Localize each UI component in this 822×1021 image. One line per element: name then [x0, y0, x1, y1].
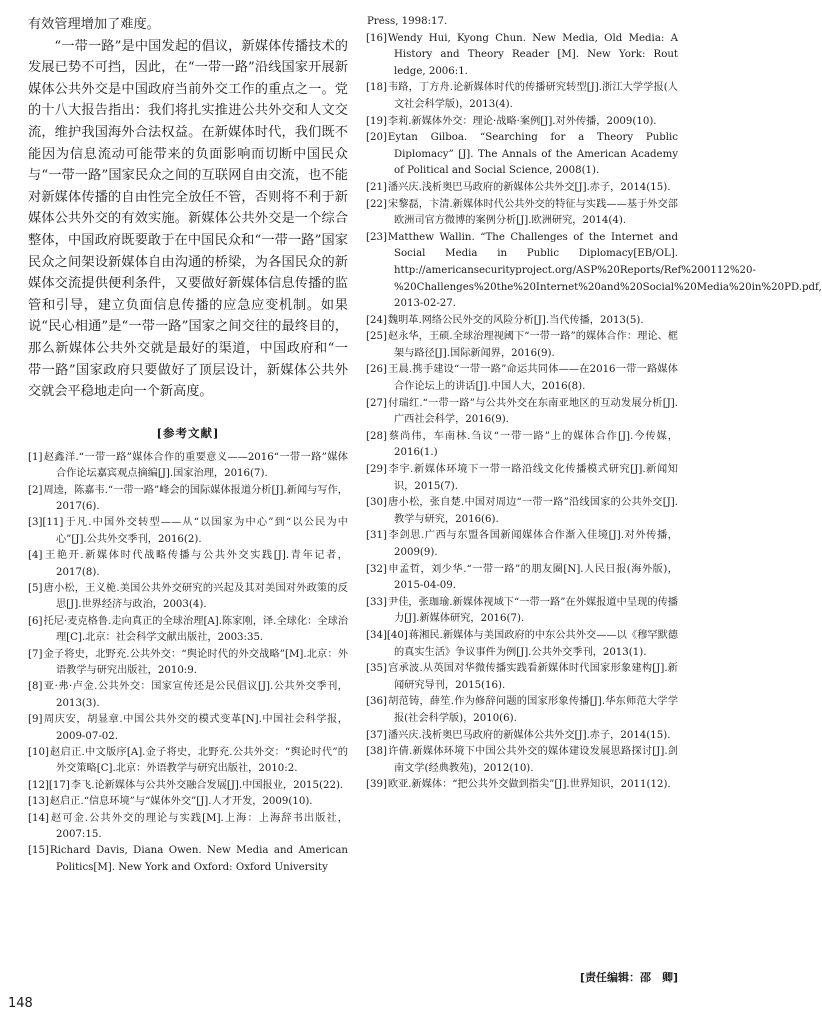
reference-item	[366, 31, 678, 81]
reference-text: 托尼·麦克格鲁.走向真正的全球治理[A].陈家刚，译.全球化：全球治理[C].北京：社会科学文献出版社，2003:35.	[43, 615, 348, 644]
reference-text: 周逵，陈嘉韦.“一带一路”峰会的国际媒体报道分析[J].新闻与写作，2017(6).	[43, 484, 348, 512]
page-number: 148	[8, 996, 33, 1011]
reference-text: Press, 1998:17.	[367, 16, 448, 27]
reference-number: [20]	[366, 132, 387, 144]
reference-number: [34][40]	[366, 629, 408, 641]
reference-item	[366, 114, 678, 131]
reference-text: 宫承波.从英国对华微传播实践看新媒体时代国家形象建构[J].新闻研究导刊，2015(16).	[387, 663, 678, 691]
reference-number: [6]	[28, 615, 43, 627]
reference-number: [28]	[366, 430, 387, 442]
reference-text: 蒋湘民.新媒体与美国政府的中东公共外交——以《穆罕默德的真实生活》争议事件为例[J].公共外交季刊，2013(1).	[394, 629, 678, 658]
reference-number: [9]	[28, 714, 43, 726]
reference-item	[366, 230, 822, 313]
reference-text: 唐小松，王义桅.美国公共外交研究的兴起及其对美国对外政策的反思[J].世界经济与政治，2003(4).	[43, 582, 348, 611]
reference-item	[28, 843, 348, 876]
reference-text: 金子将史，北野充.公共外交：“舆论时代的外交战略”[M].北京：外语教学与研究出版社，2010:9.	[43, 648, 348, 676]
reference-item	[366, 728, 678, 745]
reference-item	[366, 595, 678, 628]
reference-number: [4]	[28, 550, 43, 562]
reference-item	[366, 744, 678, 777]
reference-item	[366, 180, 678, 197]
references-heading: [参考文献]	[156, 425, 220, 440]
paragraph-continued: 有效管理增加了难度。	[28, 17, 160, 32]
reference-text: Matthew Wallin. “The Challenges of the Internet and Social Media in Public Diplomacy[EB/OL]. http://americansecurityproject.org/ASP%20Reports/Ref%200112%20-%20Challenges%20the%20Internet%20and%20Social%20Media%20in%20PD.pdf, 2013-02-27.	[387, 231, 822, 310]
reference-number: [15]	[28, 845, 49, 857]
reference-item	[366, 362, 678, 395]
reference-text: 赵鑫洋.“一带一路”媒体合作的重要意义——2016“一带一路”媒体合作论坛嘉宾观点摘编[J].国家治理，2016(7).	[43, 451, 348, 480]
reference-number: [38]	[366, 746, 387, 758]
reference-number: [35]	[366, 663, 387, 675]
reference-number: [25]	[366, 331, 387, 343]
reference-text: 王晨.携手建设“一带一路”命运共同体——在2016一带一路媒体合作论坛上的讲话[J].中国人大，2016(8).	[387, 364, 678, 393]
reference-number: [16]	[366, 32, 387, 44]
paragraph-main: “一带一路”是中国发起的倡议，新媒体传播技术的发展已势不可挡，因此，在“一带一路”沿线国家开展新媒体公共外交是中国政府当前外交工作的重点之一。党的十八大报告指出：我们将扎实推进公共外交和人文交流，维护我国海外合法权益。在新媒体时代，我们既不能因为信息流动可能带来的负面影响而切断中国民众与“一带一路”国家民众之间的互联网自由交流，也不能对新媒体传播的自由性完全放任不管，否则将不利于新媒体公共外交的有效实施。新媒体公共外交是一个综合整体，中国政府既要敢于在中国民众和“一带一路”国家民众之间架设新媒体自由沟通的桥梁，为各国民众的新媒体交流提供便利条件，又要做好新媒体信息传播的监管和引导，建立负面信息传播的应急应变机制。如果说“民心相通”是“一带一路”国家之间交往的最终目的，那么新媒体公共外交就是最好的渠道，中国政府和“一带一路”国家政府只要做好了顶层设计，新媒体公共外交就会平稳地走向一个新高度。	[28, 38, 348, 400]
reference-item	[366, 694, 678, 727]
reference-text: 李飞.论新媒体与公共外交融合发展[J].中国报业，2015(22).	[70, 779, 344, 791]
reference-item	[28, 745, 348, 778]
reference-number: [14]	[28, 812, 49, 824]
reference-text: 尹佳，张珈瑜.新媒体视域下“一带一路”在外媒报道中呈现的传播力[J].新媒体研究，2016(7).	[387, 596, 678, 625]
reference-item	[366, 628, 678, 661]
reference-item	[28, 548, 348, 581]
references-list-right	[366, 14, 822, 794]
reference-item	[366, 197, 678, 230]
reference-text: 赵可金.公共外交的理论与实践[M].上海：上海辞书出版社，2007:15.	[49, 812, 348, 841]
reference-number: [26]	[366, 364, 387, 376]
reference-item	[366, 429, 678, 462]
reference-number: [13]	[28, 796, 49, 808]
reference-text: 胡范铸，薛笙.作为修辞问题的国家形象传播[J].华东师范大学学报(社会科学版)，2010(6).	[387, 696, 678, 724]
reference-item	[28, 811, 348, 844]
reference-item	[366, 562, 678, 595]
reference-text: Eytan Gilboa. “Searching for a Theory Public Diplomacy” [J]. The Annals of the American Academy of Political and Social Science, 2008(1).	[387, 132, 678, 177]
reference-text: 欧亚.新媒体：“把公共外交做到指尖”[J].世界知识，2011(12).	[387, 779, 671, 791]
reference-text: 蔡尚伟，车南林.刍议“一带一路”上的媒体合作[J].今传媒，2016(1.)	[387, 430, 678, 459]
reference-text: 周庆安，胡显章.中国公共外交的模式变革[N].中国社会科学报，2009-07-02.	[43, 714, 348, 742]
reference-item	[28, 712, 348, 745]
reference-text: Wendy Hui, Kyong Chun. New Media, Old Media: A History and Theory Reader [M]. New York: Rout ledge, 2006:1.	[387, 32, 678, 77]
reference-text: 于凡.中国外交转型——从“以国家为中心”到“以公民为中心”[J].公共外交季刊，2016(2).	[56, 517, 348, 545]
reference-item	[28, 515, 348, 548]
reference-number: [7]	[28, 648, 43, 660]
reference-text: 宋黎磊，卞清.新媒体时代公共外交的特征与实践——基于外交部欧洲司官方微博的案例分析[J].欧洲研究，2014(4).	[387, 198, 678, 227]
reference-number: [30]	[366, 497, 387, 509]
reference-text: 赵启正.中文版序[A].金子将史，北野充.公共外交：“舆论时代”的外交策略[C].北京：外语教学与研究出版社，2010:2.	[49, 747, 348, 775]
reference-item	[366, 14, 678, 31]
reference-item	[28, 778, 348, 794]
reference-number: [1]	[28, 451, 43, 463]
reference-text: 赵启正.“信息环境”与“媒体外交”[J].人才开发，2009(10).	[49, 796, 313, 808]
reference-item	[366, 528, 678, 561]
reference-item	[366, 495, 678, 528]
reference-item	[366, 313, 678, 330]
reference-text: 李宇.新媒体环境下一带一路沿线文化传播模式研究[J].新闻知识，2015(7).	[387, 464, 678, 492]
references-list-left	[28, 450, 348, 877]
reference-number: [18]	[366, 82, 387, 94]
reference-number: [10]	[28, 747, 49, 758]
left-column	[28, 14, 348, 876]
reference-item	[366, 462, 678, 495]
reference-text: 赵永华，王硕.全球治理视阈下“一带一路”的媒体合作：理论、框架与路径[J].国际新闻界，2016(9).	[387, 331, 678, 359]
reference-item	[366, 130, 678, 180]
reference-item	[28, 679, 348, 712]
reference-item	[366, 777, 678, 794]
reference-number: [23]	[366, 231, 387, 243]
reference-number: [36]	[366, 696, 387, 708]
reference-text: 李剑思.广西与东盟各国新闻媒体合作渐入佳境[J].对外传播，2009(9).	[387, 530, 678, 558]
reference-number: [32]	[366, 563, 387, 575]
reference-text: 韦路，丁方舟.论新媒体时代的传播研究转型[J].浙江大学学报(人文社会科学版)，2013(4).	[387, 82, 678, 110]
reference-number: [2]	[28, 484, 43, 496]
reference-item	[28, 647, 348, 680]
reference-number: [39]	[366, 779, 387, 791]
responsible-editor: [责任编辑：邵 卿]	[579, 971, 678, 984]
reference-text: 亚·弗·卢金.公共外交：国家宣传还是公民倡议[J].公共外交季刊，2013(3).	[43, 681, 348, 709]
reference-number: [19]	[366, 115, 387, 127]
reference-item	[366, 661, 678, 694]
reference-number: [24]	[366, 314, 387, 326]
reference-item	[28, 794, 348, 810]
reference-number: [3][11]	[28, 517, 64, 529]
body-text	[28, 14, 348, 403]
reference-item	[28, 450, 348, 483]
reference-text: 申孟哲，刘少华.“一带一路”的朋友圈[N].人民日报(海外版)，2015-04-09.	[387, 563, 678, 592]
reference-text: 王艳开.新媒体时代战略传播与公共外交实践[J].青年记者，2017(8).	[43, 550, 348, 578]
reference-number: [27]	[366, 397, 387, 409]
reference-text: 付瑞红.“一带一路”与公共外交在东南亚地区的互动发展分析[J].广西社会科学，2016(9).	[387, 397, 678, 426]
reference-text: 李莉.新媒体外交：理论·战略·案例[J].对外传播，2009(10).	[387, 115, 657, 127]
reference-number: [21]	[366, 181, 387, 193]
reference-text: Richard Davis, Diana Owen. New Media and American Politics[M]. New York and Oxford: Oxford University	[49, 845, 348, 873]
reference-number: [12][17]	[28, 779, 70, 791]
reference-item	[366, 329, 678, 362]
reference-number: [31]	[366, 530, 387, 542]
reference-text: 潘兴庆.浅析奥巴马政府的新媒体公共外交[J].赤子，2014(15).	[387, 181, 671, 193]
reference-number: [8]	[28, 681, 43, 693]
reference-text: 许倩.新媒体环境下中国公共外交的媒体建设发展思路探讨[J].剑南文学(经典教苑)，2012(10).	[387, 746, 678, 774]
reference-item	[366, 80, 678, 113]
reference-text: 魏明革.网络公民外交的风险分析[J].当代传播，2013(5).	[387, 314, 644, 326]
right-column	[366, 14, 822, 794]
reference-item	[28, 581, 348, 614]
reference-text: 潘兴庆.浅析奥巴马政府的新媒体公共外交[J].赤子，2014(15).	[387, 729, 671, 741]
reference-item	[366, 396, 678, 429]
reference-text: 唐小松，张自楚.中国对周边“一带一路”沿线国家的公共外交[J].教学与研究，2016(6).	[387, 497, 678, 525]
reference-item	[28, 483, 348, 516]
reference-number: [22]	[366, 198, 387, 210]
reference-number: [33]	[366, 596, 387, 608]
reference-number: [29]	[366, 464, 387, 476]
reference-number: [37]	[366, 729, 387, 741]
reference-item	[28, 614, 348, 647]
reference-number: [5]	[28, 582, 43, 594]
